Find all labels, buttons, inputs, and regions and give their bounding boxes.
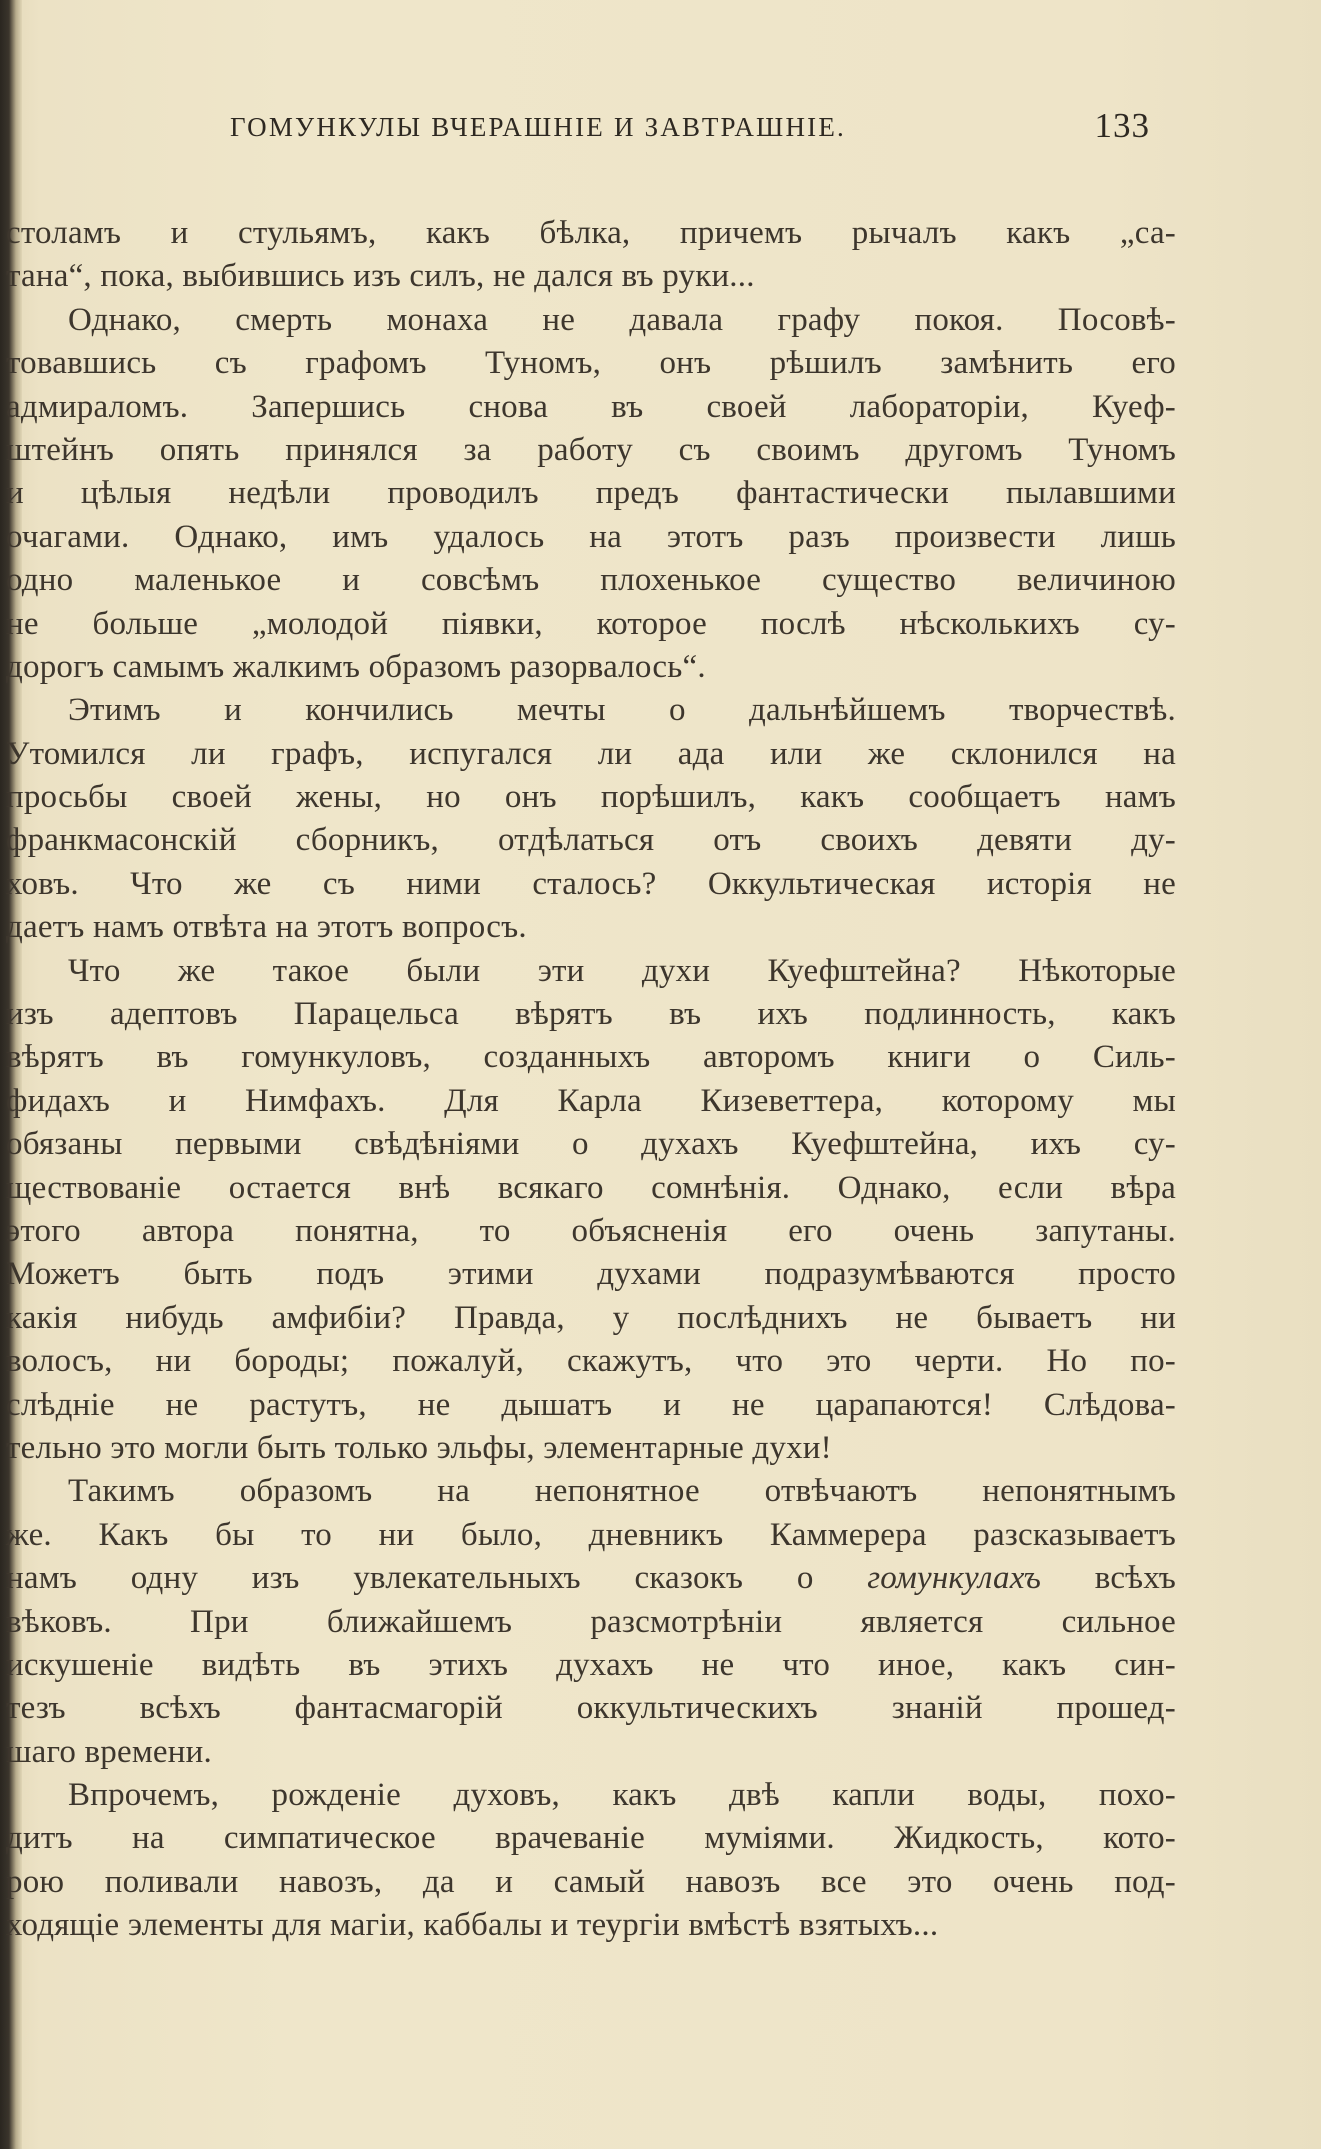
text-line: дорогъ самымъ жалкимъ образомъ разорвалось“. bbox=[6, 648, 706, 685]
text-line: этого автора понятна, то объясненія его очень запутаны. bbox=[6, 1212, 1176, 1249]
text-line: штейнъ опять принялся за работу съ своимъ другомъ Туномъ bbox=[6, 431, 1176, 468]
text-line: не больше „молодой піявки, которое послѣ нѣсколькихъ су- bbox=[6, 605, 1176, 642]
text-line: Такимъ образомъ на непонятное отвѣчаютъ непонятнымъ bbox=[68, 1473, 1176, 1510]
text-line: тана“, пока, выбившись изъ силъ, не дался въ руки... bbox=[6, 258, 755, 295]
text-line: одно маленькое и совсѣмъ плохенькое существо величиною bbox=[6, 562, 1176, 599]
text-line: тельно это могли быть только эльфы, элементарные духи! bbox=[6, 1429, 832, 1466]
page-header bbox=[230, 106, 1150, 152]
text-line: тезъ всѣхъ фантасмагорій оккультическихъ знаній прошед- bbox=[6, 1690, 1176, 1727]
text-line: шаго времени. bbox=[6, 1733, 212, 1770]
text-line: просьбы своей жены, но онъ порѣшилъ, какъ сообщаетъ намъ bbox=[6, 779, 1176, 816]
text-line: же. Какъ бы то ни было, дневникъ Каммерера разсказываетъ bbox=[6, 1516, 1176, 1553]
text-line bbox=[6, 1557, 1176, 1600]
text-line: Впрочемъ, рожденіе духовъ, какъ двѣ капли воды, похо- bbox=[68, 1777, 1176, 1814]
text-line: изъ адептовъ Парацельса вѣрятъ въ ихъ подлинность, какъ bbox=[6, 996, 1176, 1033]
text-line: обязаны первыми свѣдѣніями о духахъ Куефштейна, ихъ су- bbox=[6, 1126, 1176, 1163]
text-line: адмираломъ. Запершись снова въ своей лабораторіи, Куеф- bbox=[6, 388, 1176, 425]
text-line: очагами. Однако, имъ удалось на этотъ разъ произвести лишь bbox=[6, 518, 1176, 555]
text-line: ществованіе остается внѣ всякаго сомнѣнія. Однако, если вѣра bbox=[6, 1169, 1176, 1206]
text-line: слѣдніе не растутъ, не дышатъ и не царапаются! Слѣдова- bbox=[6, 1386, 1176, 1423]
text-line: фидахъ и Нимфахъ. Для Карла Кизеветтера, которому мы bbox=[6, 1082, 1176, 1119]
text-line: товавшись съ графомъ Туномъ, онъ рѣшилъ замѣнить его bbox=[6, 345, 1176, 382]
text-line: вѣрятъ въ гомункуловъ, созданныхъ авторомъ книги о Силь- bbox=[6, 1039, 1176, 1076]
text-line: даетъ намъ отвѣта на этотъ вопросъ. bbox=[6, 909, 527, 946]
text-line: какія нибудь амфибіи? Правда, у послѣднихъ не бываетъ ни bbox=[6, 1299, 1176, 1336]
text-segment: всѣхъ bbox=[1041, 1560, 1177, 1597]
text-line: Однако, смерть монаха не давала графу покоя. Посовѣ- bbox=[68, 301, 1176, 338]
text-line: Можетъ быть подъ этими духами подразумѣваются просто bbox=[6, 1256, 1176, 1293]
text-line: вѣковъ. При ближайшемъ разсмотрѣніи является сильное bbox=[6, 1603, 1176, 1640]
text-line: столамъ и стульямъ, какъ бѣлка, причемъ рычалъ какъ „са- bbox=[6, 215, 1176, 251]
text-line: Этимъ и кончились мечты о дальнѣйшемъ творчествѣ. bbox=[68, 692, 1176, 729]
text-line: искушеніе видѣть въ этихъ духахъ не что иное, какъ син- bbox=[6, 1646, 1176, 1683]
text-line: франкмасонскій сборникъ, отдѣлаться отъ своихъ девяти ду- bbox=[6, 822, 1176, 859]
text-line: рою поливали навозъ, да и самый навозъ все это очень под- bbox=[6, 1863, 1176, 1900]
page-number: 133 bbox=[1094, 106, 1150, 145]
running-title: ГОМУНКУЛЫ ВЧЕРАШНІЕ И ЗАВТРАШНІЕ. bbox=[230, 112, 846, 142]
text-line: Что же такое были эти духи Куефштейна? Нѣкоторые bbox=[68, 952, 1176, 989]
text-line: волосъ, ни бороды; пожалуй, скажутъ, что это черти. Но по- bbox=[6, 1343, 1176, 1380]
text-line: и цѣлыя недѣли проводилъ предъ фантастически пылавшими bbox=[6, 475, 1176, 512]
text-line: дитъ на симпатическое врачеваніе муміями. Жидкость, кото- bbox=[6, 1820, 1176, 1857]
text-line: Утомился ли графъ, испугался ли ада или же склонился на bbox=[6, 735, 1176, 772]
text-segment: намъ одну изъ увлекательныхъ сказокъ о bbox=[6, 1560, 868, 1597]
text-line: ховъ. Что же съ ними сталось? Оккультическая исторія не bbox=[6, 865, 1176, 902]
text-line: ходящіе элементы для магіи, каббалы и теургіи вмѣстѣ взятыхъ... bbox=[6, 1907, 939, 1944]
italic-term: гомункулахъ bbox=[867, 1560, 1042, 1597]
body-text bbox=[6, 212, 1176, 1948]
